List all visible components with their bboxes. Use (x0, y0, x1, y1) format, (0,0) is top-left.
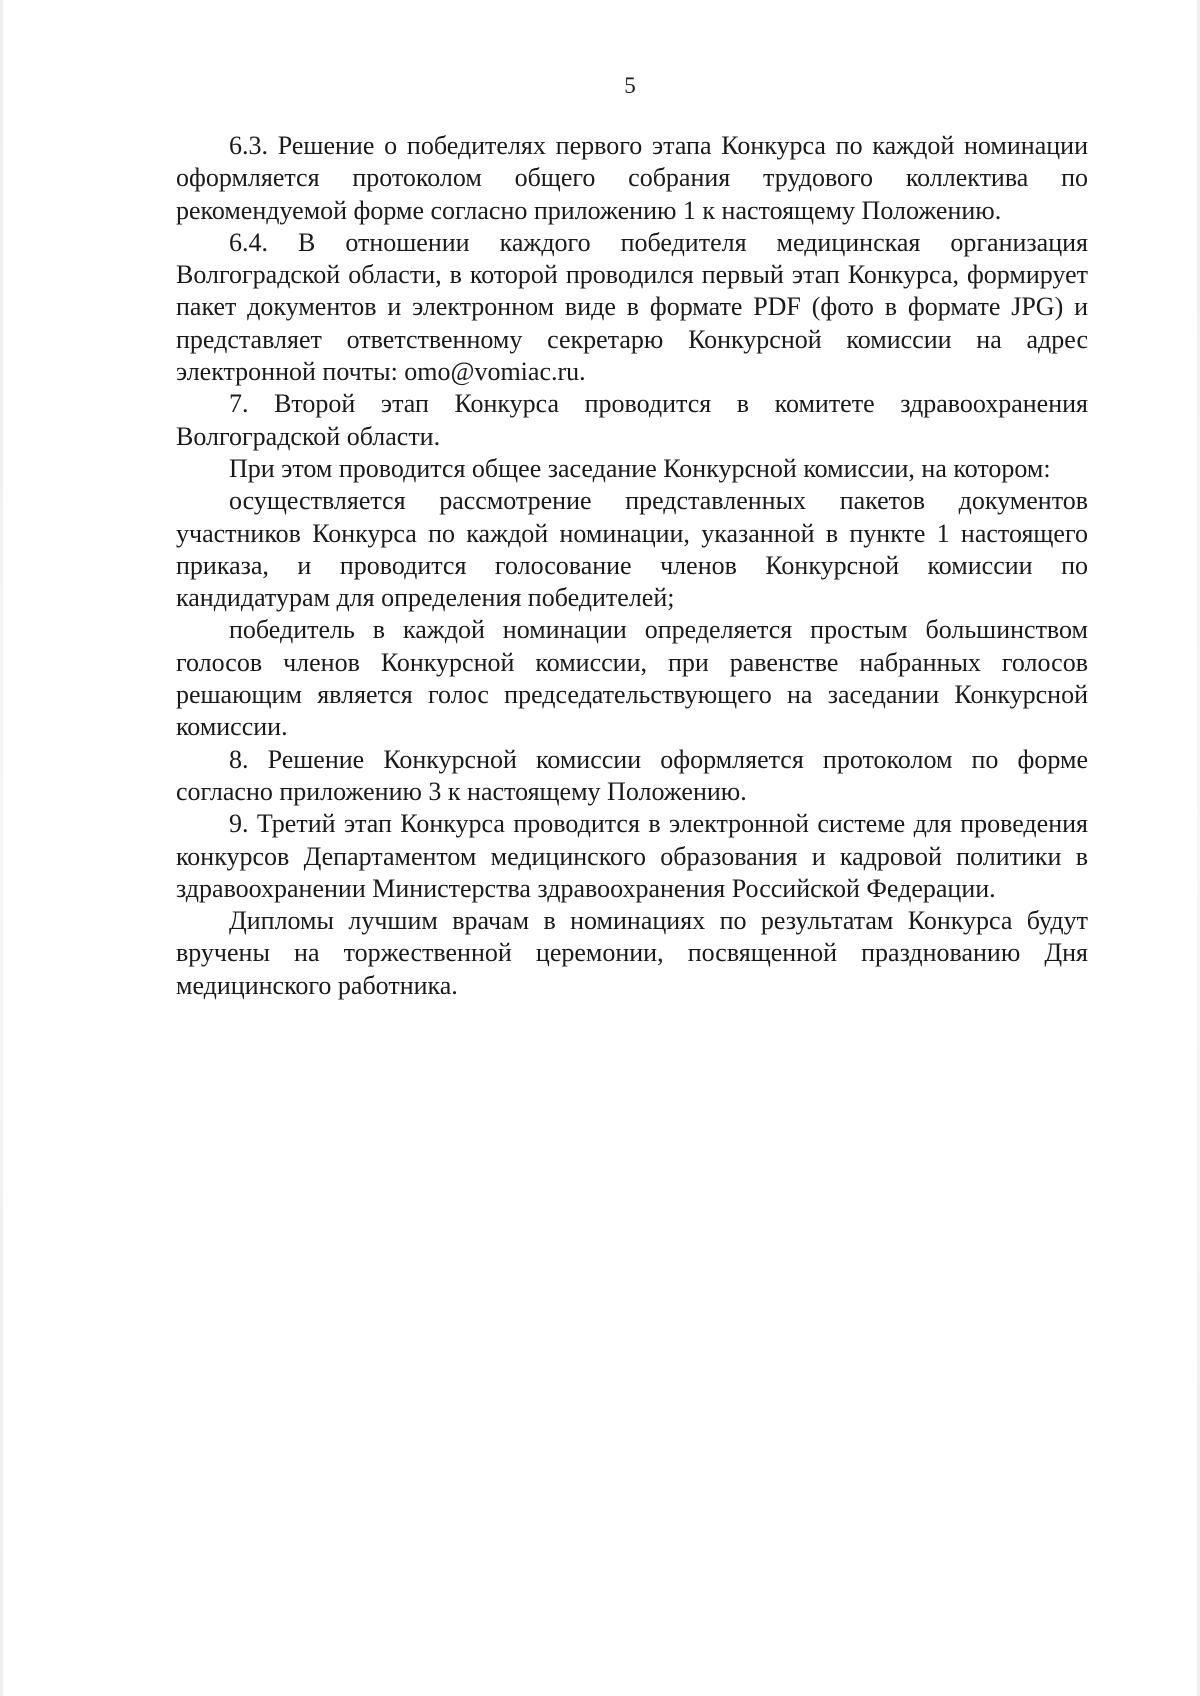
paragraph-diplomas: Дипломы лучшим врачам в номинациях по результатам Конкурса будут вручены на торжественной церемонии, посвященной празднованию Дня медицинского работника. (176, 906, 1088, 1000)
page-number: 5 (624, 73, 636, 98)
scan-edge-left (0, 0, 3, 1696)
paragraph-8: 8. Решение Конкурсной комиссии оформляется протоколом по форме согласно приложению 3 к настоящему Положению. (176, 744, 1088, 806)
paragraph-7-meeting: При этом проводится общее заседание Конкурсной комиссии, на котором: (229, 453, 1051, 483)
paragraph-7: 7. Второй этап Конкурса проводится в комитете здравоохранения Волгоградской области. (176, 389, 1088, 451)
paragraph-6-4: 6.4. В отношении каждого победителя медицинская организация Волгоградской области, в которой проводился первый этап Конкурса, формирует пакет документов и электронном виде в формате PDF (фото в формате JPG) и представляет ответственному секретарю Конкурсной комиссии на адрес электронной почты: omo@vomiac.ru. (176, 227, 1088, 387)
paragraph-7-review: осуществляется рассмотрение представленных пакетов документов участников Конкурса по каждой номинации, указанной в пункте 1 настоящего приказа, и проводится голосование членов Конкурсной комиссии по кандидатурам для определения победителей; (176, 486, 1088, 613)
paragraph-6-3: 6.3. Решение о победителях первого этапа Конкурса по каждой номинации оформляется протоколом общего собрания трудового коллектива по рекомендуемой форме согласно приложению 1 к настоящему Положению. (176, 131, 1088, 225)
paragraph-9: 9. Третий этап Конкурса проводится в электронной системе для проведения конкурсов Департаментом медицинского образования и кадровой политики в здравоохранении Министерства здравоохранения Российской Федерации. (176, 809, 1088, 903)
document-body (176, 130, 1088, 1002)
paragraph-7-winner: победитель в каждой номинации определяется простым большинством голосов членов Конкурсной комиссии, при равенстве набранных голосов решающим является голос председательствующего на заседании Конкурсной комиссии. (176, 615, 1088, 742)
